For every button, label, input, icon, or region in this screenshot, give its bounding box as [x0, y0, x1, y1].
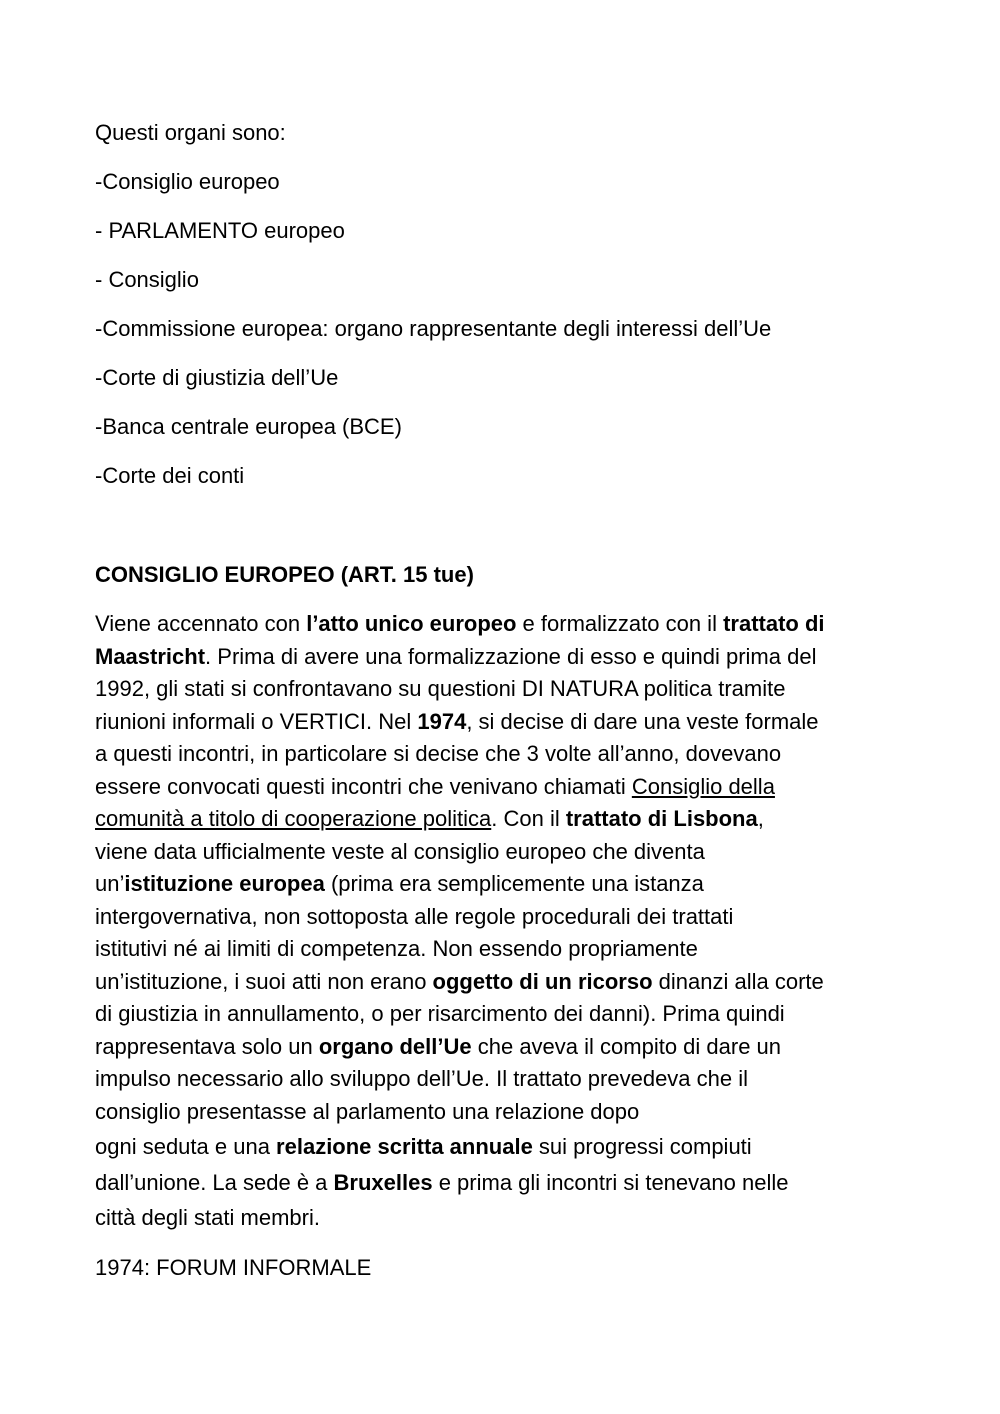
text-run: di giustizia in annullamento, o per risarcimento dei danni). Prima quindi [95, 1001, 785, 1026]
organ-item-commissione: -Commissione europea: organo rappresentante degli interessi dell’Ue [95, 316, 772, 341]
text-run: dall’unione. La sede è a [95, 1169, 334, 1195]
text-run: . Prima di avere una formalizzazione di esso e quindi prima del [205, 643, 817, 669]
organ-item-bce: -Banca centrale europea (BCE) [95, 414, 402, 439]
bold-text: relazione scritta annuale [276, 1134, 533, 1159]
text-run: consiglio presentasse al parlamento una relazione dopo [95, 1098, 640, 1124]
paragraph-line [95, 1131, 915, 1164]
paragraph-line [95, 1202, 915, 1235]
paragraph-line [95, 966, 915, 999]
paragraph-line [95, 998, 915, 1031]
text-run: dinanzi alla corte [652, 968, 824, 994]
underlined-text: Consiglio della [631, 773, 775, 799]
bold-text: trattato di Lisbona [565, 806, 758, 831]
bold-text: trattato di [723, 611, 825, 636]
organ-item-corte-giustizia: -Corte di giustizia dell’Ue [95, 365, 339, 390]
organ-item-parlamento: - PARLAMENTO europeo [95, 218, 345, 243]
text-run: viene data ufficialmente veste al consiglio europeo che diventa [95, 838, 705, 864]
paragraph-line [95, 608, 915, 641]
paragraph-line [95, 1096, 915, 1129]
text-run: e formalizzato con il [516, 611, 724, 636]
section-heading: CONSIGLIO EUROPEO (ART. 15 tue) [95, 562, 474, 587]
text-run: e prima gli incontri si tenevano nelle [432, 1169, 789, 1195]
paragraph-line [95, 1031, 915, 1064]
text-run: sui progressi compiuti [532, 1134, 752, 1159]
paragraph-line [95, 641, 915, 674]
bold-text: 1974 [417, 708, 467, 734]
text-run: impulso necessario allo sviluppo dell’Ue. Il trattato prevedeva che il [95, 1066, 749, 1091]
text-run: intergovernativa, non sottoposta alle regole procedurali dei trattati [95, 903, 734, 929]
text-run: un’istituzione, i suoi atti non erano [95, 968, 433, 994]
paragraph-line [95, 706, 915, 739]
paragraph-line [95, 771, 915, 804]
text-run: , si decise di dare una veste formale [466, 708, 819, 734]
organs-list [95, 118, 915, 491]
text-run: che aveva il compito di dare un [471, 1033, 782, 1059]
text-run: città degli stati membri. [95, 1205, 320, 1230]
text-run: un’ [95, 871, 125, 896]
organ-item-consiglio-europeo: -Consiglio europeo [95, 169, 280, 194]
paragraph-line [95, 868, 915, 901]
text-run: istitutivi né ai limiti di competenza. Non essendo propriamente [95, 936, 698, 961]
paragraph-line [95, 673, 915, 706]
paragraph-line [95, 933, 915, 966]
bold-text: istituzione europea [124, 871, 325, 896]
bold-text: l’atto unico europeo [306, 611, 517, 636]
text-run: , [757, 806, 764, 831]
text-run: a questi incontri, in particolare si decise che 3 volte all’anno, dovevano [95, 741, 782, 766]
paragraph-line [95, 1063, 915, 1096]
paragraph-line [95, 803, 915, 836]
document-page [95, 118, 915, 1280]
section-paragraph [95, 608, 915, 1235]
organs-intro: Questi organi sono: [95, 120, 286, 145]
paragraph-line [95, 901, 915, 934]
text-run: essere convocati questi incontri che venivano chiamati [95, 773, 632, 799]
paragraph-line [95, 836, 915, 869]
organ-item-consiglio: - Consiglio [95, 267, 199, 292]
paragraph-line [95, 1167, 915, 1200]
text-run: rappresentava solo un [95, 1033, 319, 1059]
text-run: (prima era semplicemente una istanza [324, 871, 704, 896]
text-run: 1992, gli stati si confrontavano su questioni DI NATURA politica tramite [95, 676, 786, 701]
text-run: riunioni informali o VERTICI. Nel [95, 708, 418, 734]
text-run: . Con il [491, 806, 566, 831]
footer-note: 1974: FORUM INFORMALE [95, 1255, 372, 1280]
bold-text: Bruxelles [333, 1169, 433, 1195]
bold-text: organo dell’Ue [318, 1033, 472, 1059]
text-run: Viene accennato con [95, 611, 307, 636]
text-run: ogni seduta e una [95, 1134, 277, 1159]
bold-text: oggetto di un ricorso [432, 968, 653, 994]
organ-item-corte-conti: -Corte dei conti [95, 463, 245, 488]
paragraph-line [95, 738, 915, 771]
underlined-text: comunità a titolo di cooperazione politica [95, 806, 492, 831]
bold-text: Maastricht [95, 643, 206, 669]
